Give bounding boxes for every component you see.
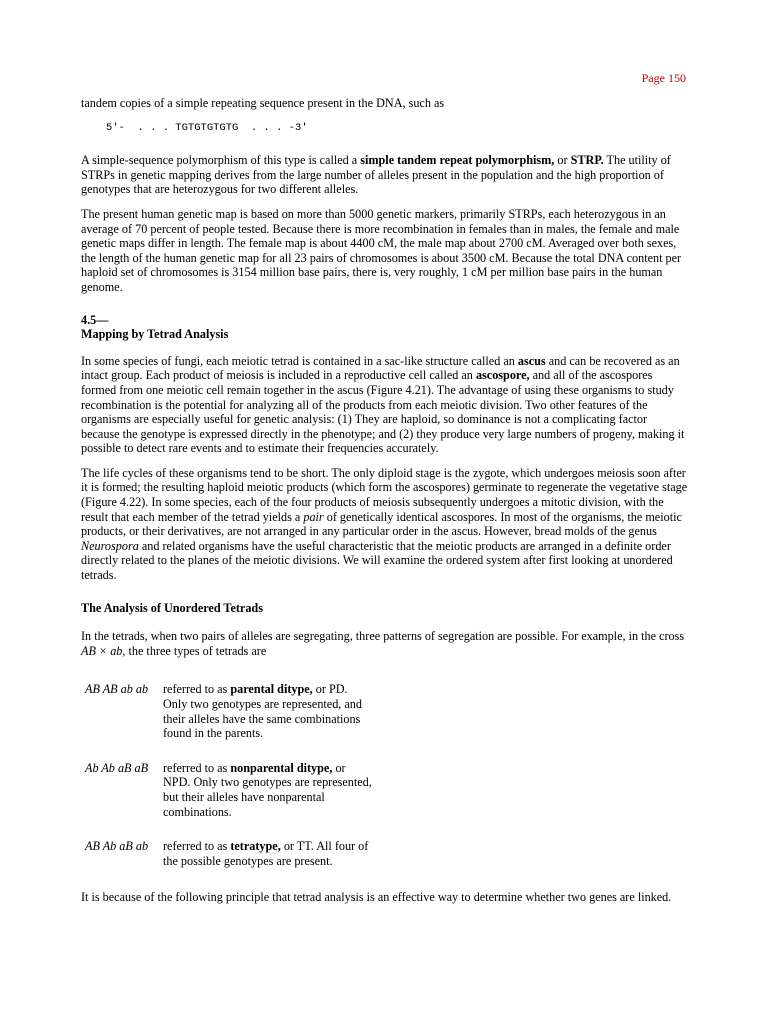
tetrad-types-list bbox=[85, 682, 688, 868]
tetrad-nonparental-ditype bbox=[85, 761, 688, 819]
section-title: Mapping by Tetrad Analysis bbox=[81, 327, 229, 342]
term-neurospora: Neurospora bbox=[81, 538, 139, 553]
document-body bbox=[81, 96, 688, 915]
paragraph-final: It is because of the following principle that tetrad analysis is an effective way to determine whether two genes are linked. bbox=[81, 890, 672, 905]
tetrad-label: AB AB ab ab bbox=[85, 682, 149, 697]
cross-notation: AB × ab, bbox=[81, 643, 126, 658]
tetrad-tetratype bbox=[85, 839, 688, 868]
page-number: Page 150 bbox=[641, 71, 686, 85]
tetrad-description: referred to as tetratype, or TT. All four of the possible genotypes are present. bbox=[163, 839, 369, 868]
paragraph-human-map: The present human genetic map is based on more than 5000 genetic markers, primarily STRPs, each heterozygous in an average of 70 percent of people tested. Because there is more recombination in females than in males, the female and male genetic maps differ in length. The female map is about 4400 cM, the male map about 2700 cM. Averaged over both sexes, the length of the human genetic map for all 23 pairs of chromosomes is about 3500 cM. Because the total DNA content per haploid set of chromosomes is 3154 million base pairs, there is, very roughly, 1 cM per million base pairs in the human genome. bbox=[81, 206, 682, 294]
paragraph-strp: A simple-sequence polymorphism of this type is called a simple tandem repeat polymorphism, or STRP. The utility of STRPs in genetic mapping derives from the large number of alleles present in the population and the high proportion of genotypes that are heterozygous for two different alleles. bbox=[81, 153, 671, 197]
subheading-unordered-tetrads: The Analysis of Unordered Tetrads bbox=[81, 600, 263, 615]
tetrad-label: AB Ab aB ab bbox=[85, 839, 149, 854]
tetrad-description: referred to as nonparental ditype, or NPD. Only two genotypes are represented, but their alleles have nonparental combinations. bbox=[163, 760, 372, 819]
term-ascospore: ascospore, bbox=[475, 368, 530, 383]
dna-sequence: 5'- . . . TGTGTGTGTG . . . -3' bbox=[106, 121, 308, 134]
paragraph-ascus: In some species of fungi, each meiotic tetrad is contained in a sac-like structure called an ascus and can be recovered as an intact group. Each product of meiosis is included in a reproductive cell called an ascospore, and all of the ascospores formed from one meiotic cell remain together in the ascus (Figure 4.21). The advantage of using these organisms to study recombination is the potential for analyzing all of the products from each meiotic division. Two other features of the organisms are especially useful for genetic analysis: (1) They are haploid, so dominance is not a complicating factor because the genotype is expressed directly in the phenotype; and (2) they produce very large numbers of progeny, making it possible to detect rare events and to estimate their frequencies accurately. bbox=[81, 353, 685, 456]
section-number: 4.5— bbox=[81, 312, 109, 327]
tetrad-description: referred to as parental ditype, or PD. Only two genotypes are represented, and their alleles have the same combinations found in the parents. bbox=[163, 682, 362, 741]
paragraph-intro: tandem copies of a simple repeating sequence present in the DNA, such as bbox=[81, 96, 445, 110]
term-ascus: ascus bbox=[517, 353, 546, 368]
paragraph-tetrads: In the tetrads, when two pairs of alleles are segregating, three patterns of segregation are possible. For example, in the cross AB × ab, the three types of tetrads are bbox=[81, 629, 685, 658]
term-strp: simple tandem repeat polymorphism, bbox=[360, 153, 555, 168]
paragraph-life-cycle: The life cycles of these organisms tend to be short. The only diploid stage is the zygote, which undergoes meiosis soon after it is formed; the resulting haploid meiotic products (which form the ascospores) germinate to regenerate the vegetative stage (Figure 4.22). In some species, each of the four products of meiosis subsequently undergoes a mitotic division, with the result that each member of the tetrad yields a pair of genetically identical ascospores. In most of the organisms, the meiotic products, or their derivatives, are not arranged in any particular order in the ascus. However, bread molds of the genus Neurospora and related organisms have the useful characteristic that the meiotic products are arranged in a definite order directly related to the planes of the meiotic divisions. We will examine the ordered system after first looking at unordered tetrads. bbox=[81, 465, 688, 583]
term-pair: pair bbox=[303, 509, 324, 524]
tetrad-label: Ab Ab aB aB bbox=[85, 760, 149, 775]
tetrad-parental-ditype bbox=[85, 682, 688, 740]
term-strp-abbr: STRP. bbox=[570, 153, 604, 168]
